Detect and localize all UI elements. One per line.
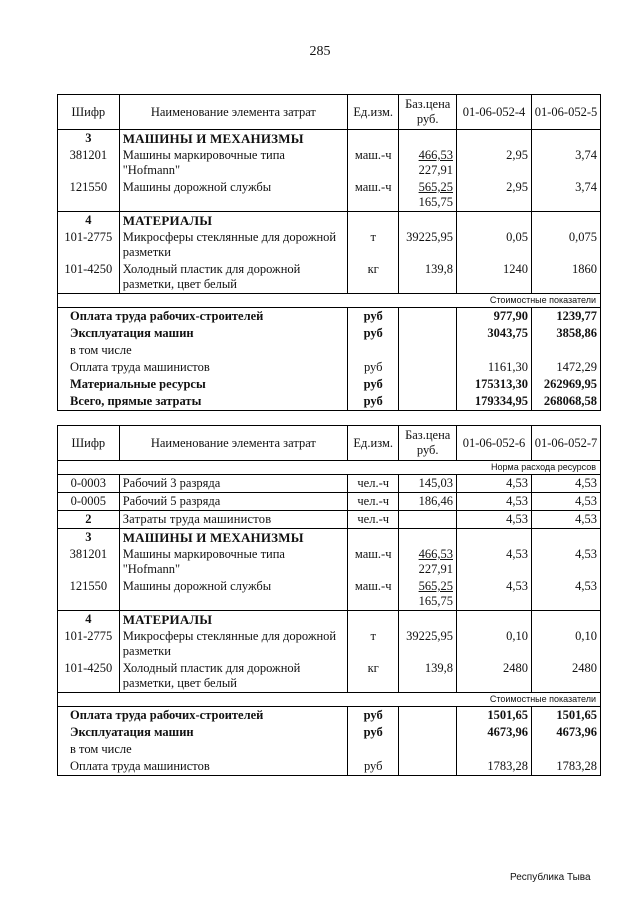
item-name: Микросферы стеклянные для дорожной разметки — [119, 229, 347, 261]
table-row — [58, 546, 601, 578]
item-price — [399, 130, 457, 148]
item-unit — [348, 611, 399, 629]
section-row — [58, 130, 601, 148]
cost-unit: руб — [348, 359, 399, 376]
header-col-b: 01-06-052-5 — [532, 95, 601, 130]
labor-name: Рабочий 5 разряда — [119, 493, 347, 511]
cost-value-a: 175313,30 — [456, 376, 531, 393]
cost-empty — [399, 342, 457, 359]
item-value-b: 3,74 — [532, 147, 601, 179]
item-price — [399, 611, 457, 629]
item-value-b: 0,075 — [532, 229, 601, 261]
item-value-a: 2,95 — [456, 179, 531, 212]
cost-value-a: 977,90 — [456, 308, 531, 326]
cost-value-b: 1472,29 — [532, 359, 601, 376]
cost-row — [58, 342, 601, 359]
section-row — [58, 611, 601, 629]
resource-norm-note — [58, 461, 601, 475]
labor-price: 186,46 — [399, 493, 457, 511]
cost-empty — [399, 758, 457, 776]
labor-row — [58, 475, 601, 493]
cost-value-a — [456, 342, 531, 359]
price-base: 39225,95 — [406, 629, 453, 643]
item-price — [399, 546, 457, 578]
item-name: Микросферы стеклянные для дорожной разметки — [119, 628, 347, 660]
cost-value-b — [532, 342, 601, 359]
labor-unit: чел.-ч — [348, 475, 399, 493]
cost-empty — [399, 359, 457, 376]
item-code: 381201 — [58, 147, 120, 179]
cost-empty — [399, 393, 457, 411]
price-base: 39225,95 — [406, 230, 453, 244]
cost-unit: руб — [348, 393, 399, 411]
cost-empty — [399, 325, 457, 342]
item-name: Машины дорожной службы — [119, 179, 347, 212]
item-value-b: 0,10 — [532, 628, 601, 660]
table-row — [58, 229, 601, 261]
cost-label: Оплата труда рабочих-строителей — [58, 707, 348, 725]
item-value-b — [532, 212, 601, 230]
table-row — [58, 578, 601, 611]
cost-label: Эксплуатация машин — [58, 325, 348, 342]
item-code: 4 — [58, 212, 120, 230]
price-current: 565,25 — [418, 180, 453, 194]
price-base: 227,91 — [418, 562, 453, 576]
cost-indicators-note-text: Стоимостные показатели — [58, 693, 601, 707]
cost-row — [58, 707, 601, 725]
labor-value-b: 4,53 — [532, 493, 601, 511]
header-code: Шифр — [58, 95, 120, 130]
item-price — [399, 529, 457, 547]
item-value-a — [456, 130, 531, 148]
page-number: 285 — [309, 44, 331, 59]
item-value-a: 2480 — [456, 660, 531, 693]
item-code: 101-2775 — [58, 628, 120, 660]
item-name: МАТЕРИАЛЫ — [119, 212, 347, 230]
cost-unit: руб — [348, 758, 399, 776]
labor-name: Рабочий 3 разряда — [119, 475, 347, 493]
item-unit: т — [348, 229, 399, 261]
cost-value-b: 1239,77 — [532, 308, 601, 326]
labor-unit: чел.-ч — [348, 493, 399, 511]
resource-table-1 — [57, 94, 601, 411]
header-code: Шифр — [58, 426, 120, 461]
cost-label: Оплата труда рабочих-строителей — [58, 308, 348, 326]
item-unit — [348, 130, 399, 148]
item-value-b: 4,53 — [532, 546, 601, 578]
item-price — [399, 660, 457, 693]
cost-unit: руб — [348, 325, 399, 342]
item-value-a: 4,53 — [456, 578, 531, 611]
header-col-a: 01-06-052-4 — [456, 95, 531, 130]
item-unit — [348, 212, 399, 230]
labor-price — [399, 511, 457, 529]
item-price — [399, 578, 457, 611]
cost-row — [58, 758, 601, 776]
item-code: 101-4250 — [58, 660, 120, 693]
cost-value-a: 1783,28 — [456, 758, 531, 776]
header-name: Наименование элемента затрат — [119, 95, 347, 130]
labor-value-a: 4,53 — [456, 511, 531, 529]
item-name: Холодный пластик для дорожной разметки, цвет белый — [119, 261, 347, 294]
item-unit — [348, 529, 399, 547]
item-unit: т — [348, 628, 399, 660]
labor-row — [58, 511, 601, 529]
cost-value-a: 3043,75 — [456, 325, 531, 342]
cost-value-b: 3858,86 — [532, 325, 601, 342]
item-value-a: 4,53 — [456, 546, 531, 578]
item-value-b: 1860 — [532, 261, 601, 294]
item-unit: маш.-ч — [348, 147, 399, 179]
labor-name: Затраты труда машинистов — [119, 511, 347, 529]
resource-table-2 — [57, 425, 601, 776]
cost-value-b: 1501,65 — [532, 707, 601, 725]
price-current: 565,25 — [418, 579, 453, 593]
resource-norm-note-text: Норма расхода ресурсов — [58, 461, 601, 475]
cost-value-a: 4673,96 — [456, 724, 531, 741]
header-col-a: 01-06-052-6 — [456, 426, 531, 461]
item-unit: кг — [348, 261, 399, 294]
footer-region: Республика Тыва — [510, 872, 591, 883]
cost-unit: руб — [348, 707, 399, 725]
item-name: МАШИНЫ И МЕХАНИЗМЫ — [119, 529, 347, 547]
item-code: 4 — [58, 611, 120, 629]
cost-row — [58, 376, 601, 393]
item-price — [399, 212, 457, 230]
labor-code: 0-0005 — [58, 493, 120, 511]
table-row — [58, 147, 601, 179]
cost-value-a — [456, 741, 531, 758]
cost-value-a: 1501,65 — [456, 707, 531, 725]
item-name: Машины маркировочные типа "Hofmann" — [119, 546, 347, 578]
cost-empty — [399, 741, 457, 758]
price-current: 466,53 — [418, 547, 453, 561]
cost-empty — [399, 376, 457, 393]
price-base: 139,8 — [424, 661, 453, 675]
labor-value-b: 4,53 — [532, 475, 601, 493]
cost-value-b — [532, 741, 601, 758]
item-value-b: 3,74 — [532, 179, 601, 212]
item-price — [399, 261, 457, 294]
item-value-a: 0,05 — [456, 229, 531, 261]
cost-unit — [348, 741, 399, 758]
item-code: 3 — [58, 130, 120, 148]
cost-label: Всего, прямые затраты — [58, 393, 348, 411]
item-value-a: 1240 — [456, 261, 531, 294]
cost-value-b: 268068,58 — [532, 393, 601, 411]
table-header-row — [58, 426, 601, 461]
cost-empty — [399, 724, 457, 741]
labor-code: 2 — [58, 511, 120, 529]
item-unit: маш.-ч — [348, 179, 399, 212]
header-price: Баз.цена руб. — [399, 95, 457, 130]
cost-value-a: 1161,30 — [456, 359, 531, 376]
cost-empty — [399, 308, 457, 326]
item-price — [399, 229, 457, 261]
item-name: МАТЕРИАЛЫ — [119, 611, 347, 629]
price-base: 227,91 — [418, 163, 453, 177]
cost-unit: руб — [348, 308, 399, 326]
item-unit: кг — [348, 660, 399, 693]
item-unit: маш.-ч — [348, 546, 399, 578]
table-row — [58, 261, 601, 294]
cost-indicators-note — [58, 693, 601, 707]
cost-indicators-note-text: Стоимостные показатели — [58, 294, 601, 308]
item-code: 121550 — [58, 578, 120, 611]
labor-row — [58, 493, 601, 511]
price-base: 165,75 — [418, 195, 453, 209]
item-code: 101-2775 — [58, 229, 120, 261]
item-code: 3 — [58, 529, 120, 547]
labor-code: 0-0003 — [58, 475, 120, 493]
item-value-a: 2,95 — [456, 147, 531, 179]
cost-value-b: 262969,95 — [532, 376, 601, 393]
cost-row — [58, 724, 601, 741]
cost-label: в том числе — [58, 342, 348, 359]
section-row — [58, 212, 601, 230]
item-value-b: 2480 — [532, 660, 601, 693]
table-row — [58, 660, 601, 693]
labor-price: 145,03 — [399, 475, 457, 493]
price-current: 466,53 — [418, 148, 453, 162]
header-col-b: 01-06-052-7 — [532, 426, 601, 461]
item-name: МАШИНЫ И МЕХАНИЗМЫ — [119, 130, 347, 148]
table-row — [58, 179, 601, 212]
cost-value-b: 1783,28 — [532, 758, 601, 776]
item-value-a: 0,10 — [456, 628, 531, 660]
price-base: 139,8 — [424, 262, 453, 276]
cost-label: Оплата труда машинистов — [58, 359, 348, 376]
item-name: Холодный пластик для дорожной разметки, цвет белый — [119, 660, 347, 693]
item-value-b — [532, 529, 601, 547]
cost-label: в том числе — [58, 741, 348, 758]
item-price — [399, 147, 457, 179]
header-unit: Ед.изм. — [348, 95, 399, 130]
cost-row — [58, 393, 601, 411]
labor-unit: чел.-ч — [348, 511, 399, 529]
cost-indicators-note — [58, 294, 601, 308]
labor-value-a: 4,53 — [456, 475, 531, 493]
item-price — [399, 179, 457, 212]
cost-row — [58, 741, 601, 758]
cost-label: Оплата труда машинистов — [58, 758, 348, 776]
cost-label: Материальные ресурсы — [58, 376, 348, 393]
item-value-a — [456, 212, 531, 230]
cost-unit: руб — [348, 376, 399, 393]
item-code: 101-4250 — [58, 261, 120, 294]
table-header-row — [58, 95, 601, 130]
cost-value-b: 4673,96 — [532, 724, 601, 741]
item-code: 381201 — [58, 546, 120, 578]
price-base: 165,75 — [418, 594, 453, 608]
cost-row — [58, 325, 601, 342]
cost-unit: руб — [348, 724, 399, 741]
cost-row — [58, 359, 601, 376]
cost-label: Эксплуатация машин — [58, 724, 348, 741]
item-value-b: 4,53 — [532, 578, 601, 611]
header-unit: Ед.изм. — [348, 426, 399, 461]
item-value-a — [456, 529, 531, 547]
labor-value-a: 4,53 — [456, 493, 531, 511]
item-value-b — [532, 130, 601, 148]
cost-unit — [348, 342, 399, 359]
labor-value-b: 4,53 — [532, 511, 601, 529]
item-value-b — [532, 611, 601, 629]
cost-row — [58, 308, 601, 326]
item-name: Машины дорожной службы — [119, 578, 347, 611]
item-code: 121550 — [58, 179, 120, 212]
item-value-a — [456, 611, 531, 629]
header-price: Баз.цена руб. — [399, 426, 457, 461]
table-row — [58, 628, 601, 660]
section-row — [58, 529, 601, 547]
cost-value-a: 179334,95 — [456, 393, 531, 411]
cost-empty — [399, 707, 457, 725]
item-price — [399, 628, 457, 660]
item-name: Машины маркировочные типа "Hofmann" — [119, 147, 347, 179]
header-name: Наименование элемента затрат — [119, 426, 347, 461]
item-unit: маш.-ч — [348, 578, 399, 611]
